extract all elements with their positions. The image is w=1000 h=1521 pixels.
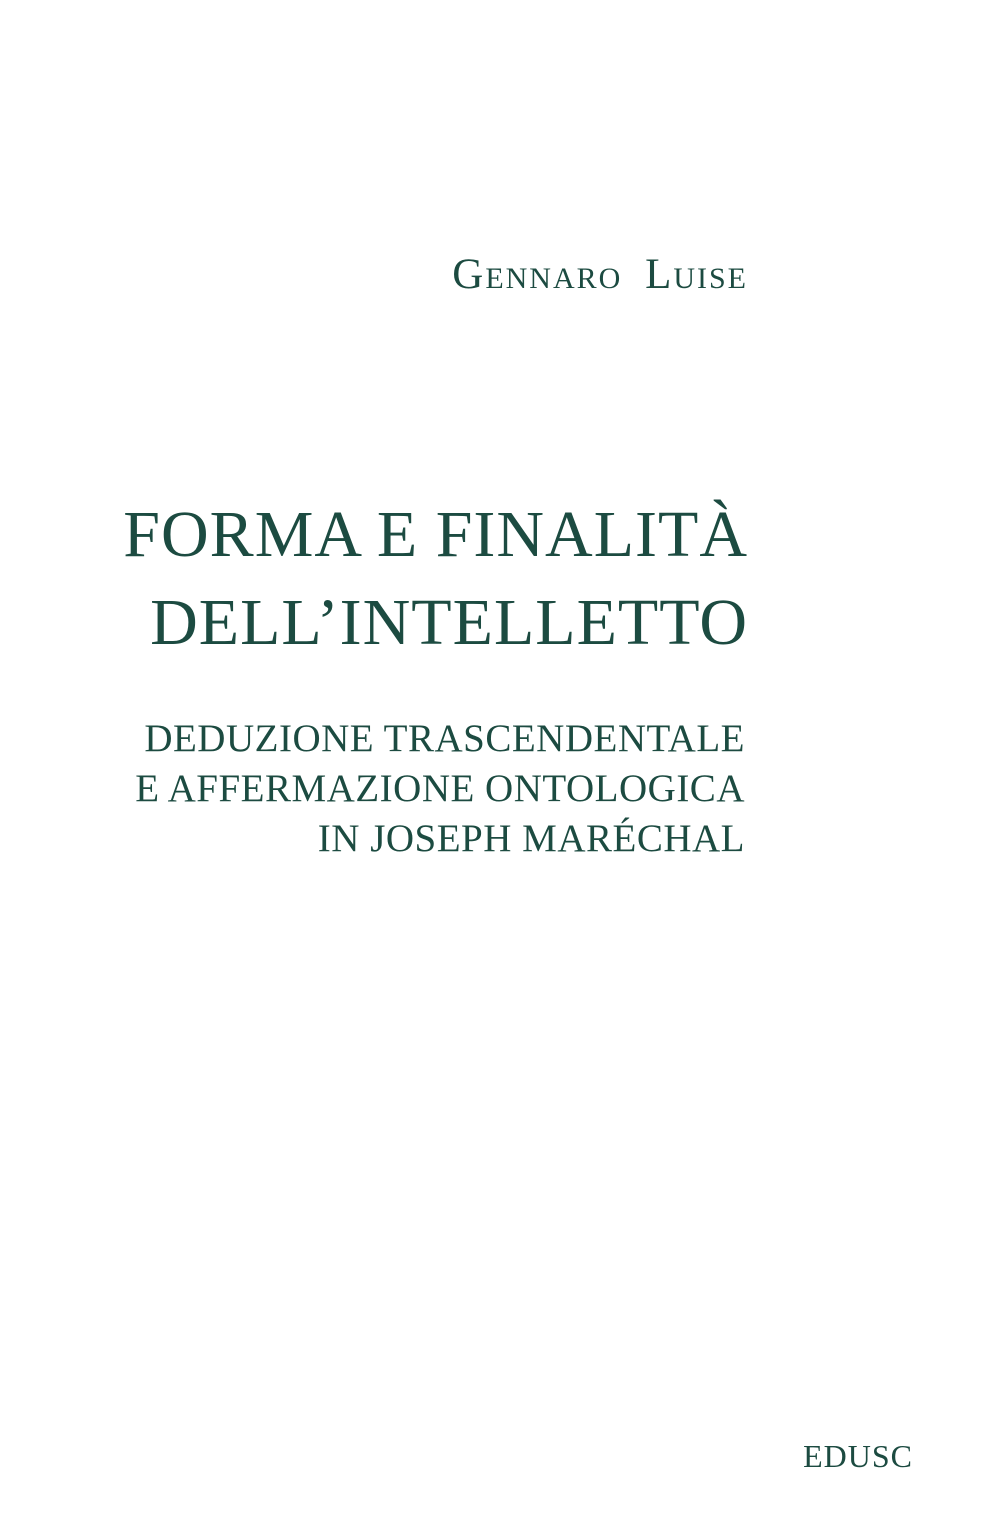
book-title-line-2: DELL’INTELLETTO xyxy=(150,586,748,659)
book-subtitle-line-1: DEDUZIONE TRASCENDENTALE xyxy=(144,717,745,760)
author-name: Gennaro Luise xyxy=(452,251,748,298)
book-title xyxy=(123,491,748,667)
book-subtitle xyxy=(135,714,745,864)
book-subtitle-line-2: E AFFERMAZIONE ONTOLOGICA xyxy=(135,767,745,810)
book-title-line-1: FORMA E FINALITÀ xyxy=(123,498,748,571)
book-subtitle-line-3: IN JOSEPH MARÉCHAL xyxy=(317,817,745,860)
publisher-name: EDUSC xyxy=(803,1438,913,1474)
